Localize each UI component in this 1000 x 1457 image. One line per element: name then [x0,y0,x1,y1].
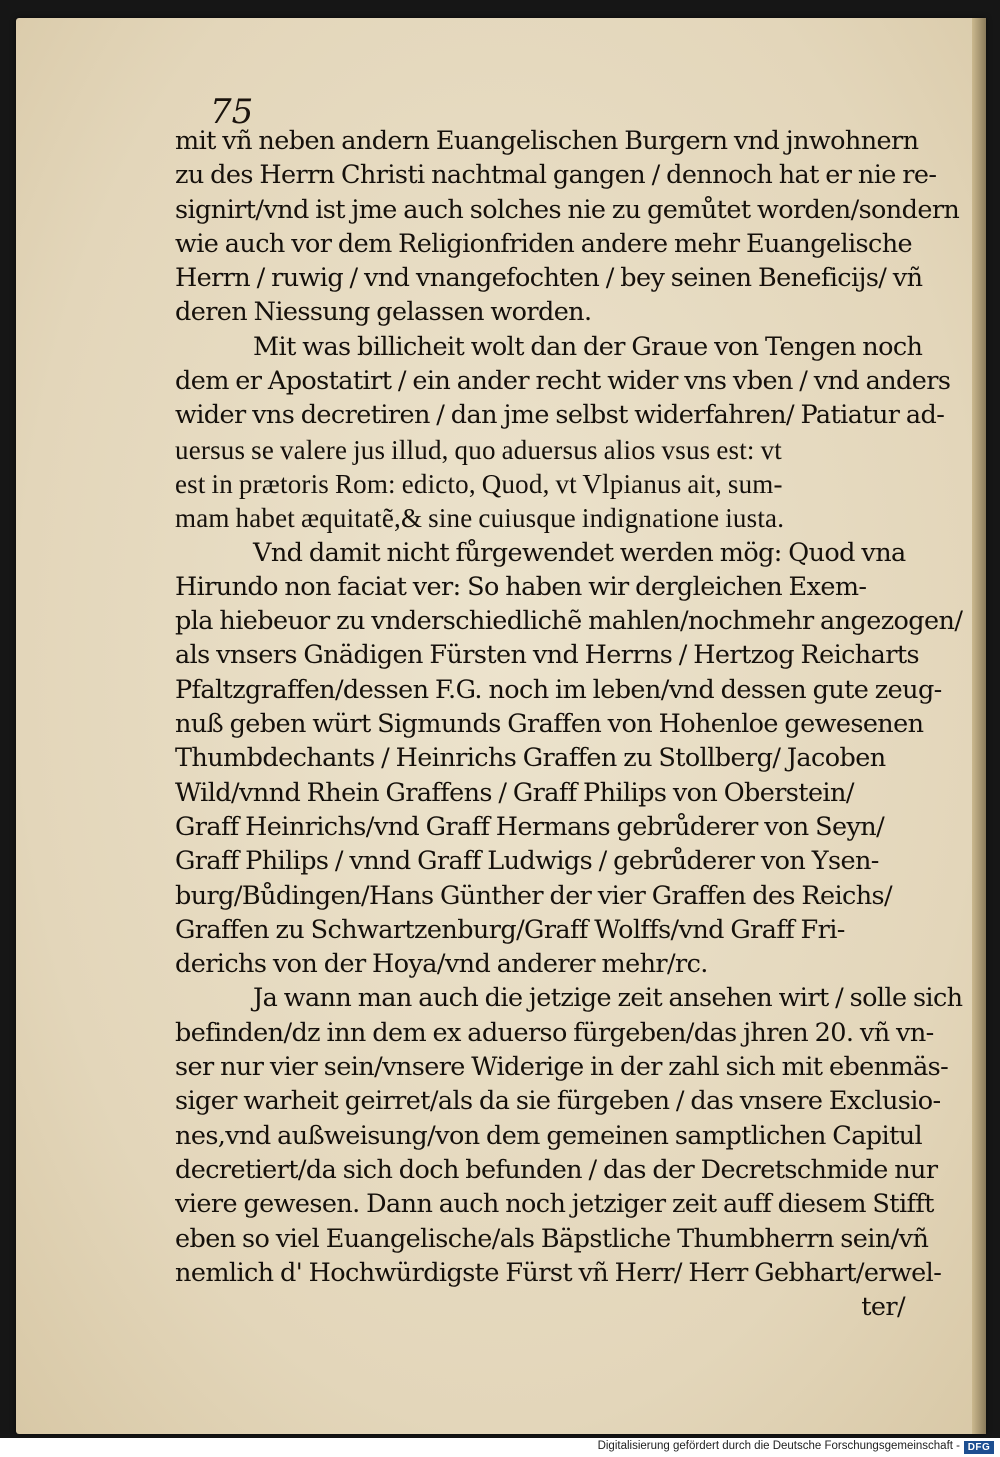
text-line: wie auch vor dem Religionfriden andere mehr Euangelische [175,228,913,259]
text-line: deren Niessung gelassen worden. [175,297,592,328]
text-line: Ja wann man auch die jetzige zeit ansehen wirt / solle sich [253,983,963,1014]
page-number: 75 [210,92,254,132]
text-line: siger warheit geirret/als da sie fürgeben / das vnsere Exclusio- [175,1086,941,1117]
text-line: Graffen zu Schwartzenburg/Graff Wolffs/vnd Graff Fri- [175,914,845,945]
text-line: Herrn / ruwig / vnd vnangefochten / bey seinen Beneficijs/ vñ [175,263,923,294]
text-line: Graff Heinrichs/vnd Graff Hermans gebrůderer von Seyn/ [175,811,885,842]
text-line: Pfaltzgraffen/dessen F.G. noch im leben/vnd dessen gute zeug- [175,674,942,705]
text-line: derichs von der Hoya/vnd anderer mehr/rc. [175,949,708,980]
text-line: burg/Bůdingen/Hans Günther der vier Graffen des Reichs/ [175,880,893,911]
text-line: est in prætoris Rom: edicto, Quod, vt Vlpianus ait, sum- [175,468,783,499]
page-edge [972,18,986,1434]
text-line: befinden/dz inn dem ex aduerso fürgeben/das jhren 20. vñ vn- [175,1017,934,1048]
text-line: ser nur vier sein/vnsere Widerige in der zahl sich mit ebenmäs- [175,1052,949,1083]
text-line: dem er Apostatirt / ein ander recht wider vns vben / vnd anders [175,366,951,397]
text-line: mit vñ neben andern Euangelischen Burgern vnd jnwohnern [175,126,919,156]
text-line: uersus se valere jus illud, quo aduersus alios vsus est: vt [175,434,782,465]
text-line: zu des Herrn Christi nachtmal gangen / dennoch hat er nie re- [175,160,937,191]
text-line: nes,vnd außweisung/von dem gemeinen samptlichen Capitul [175,1120,923,1151]
page-text [175,124,965,1324]
text-line: nemlich d' Hochwürdigste Fürst vñ Herr/ Herr Gebhart/erwel- [175,1257,942,1288]
text-line: wider vns decretiren / dan jme selbst widerfahren/ Patiatur ad- [175,400,945,431]
text-line: signirt/vnd ist jme auch solches nie zu gemůtet worden/sondern [175,194,960,225]
text-line: pla hiebeuor zu vnderschiedlichẽ mahlen/nochmehr angezogen/ [175,606,963,637]
text-line: Thumbdechants / Heinrichs Graffen zu Stollberg/ Jacoben [175,743,886,774]
footer-bar [0,1438,1000,1457]
text-line: als vnsers Gnädigen Fürsten vnd Herrns / Hertzog Reicharts [175,640,919,671]
text-line: Mit was billicheit wolt dan der Graue von Tengen noch [253,331,923,362]
funding-notice: Digitalisierung gefördert durch die Deutsche Forschungsgemeinschaft - [597,1440,960,1452]
text-line: nuß geben würt Sigmunds Graffen von Hohenloe gewesenen [175,709,924,740]
catchword: ter/ [861,1292,905,1323]
text-line: decretiert/da sich doch befunden / das der Decretschmide nur [175,1154,938,1185]
text-line: Graff Philips / vnnd Graff Ludwigs / gebrůderer von Ysen- [175,846,879,877]
text-line: eben so viel Euangelische/als Bäpstliche Thumbherrn sein/vñ [175,1223,929,1254]
text-line: viere gewesen. Dann auch noch jetziger zeit auff diesem Stifft [175,1189,934,1220]
text-line: Wild/vnnd Rhein Graffens / Graff Philips von Oberstein/ [175,777,854,808]
text-line: Hirundo non faciat ver: So haben wir dergleichen Exem- [175,571,867,602]
text-line: Vnd damit nicht fůrgewendet werden mög: Quod vna [253,537,906,568]
text-line: mam habet æquitatẽ,& sine cuiusque indignatione iusta. [175,503,785,534]
dfg-logo: DFG [964,1441,994,1454]
